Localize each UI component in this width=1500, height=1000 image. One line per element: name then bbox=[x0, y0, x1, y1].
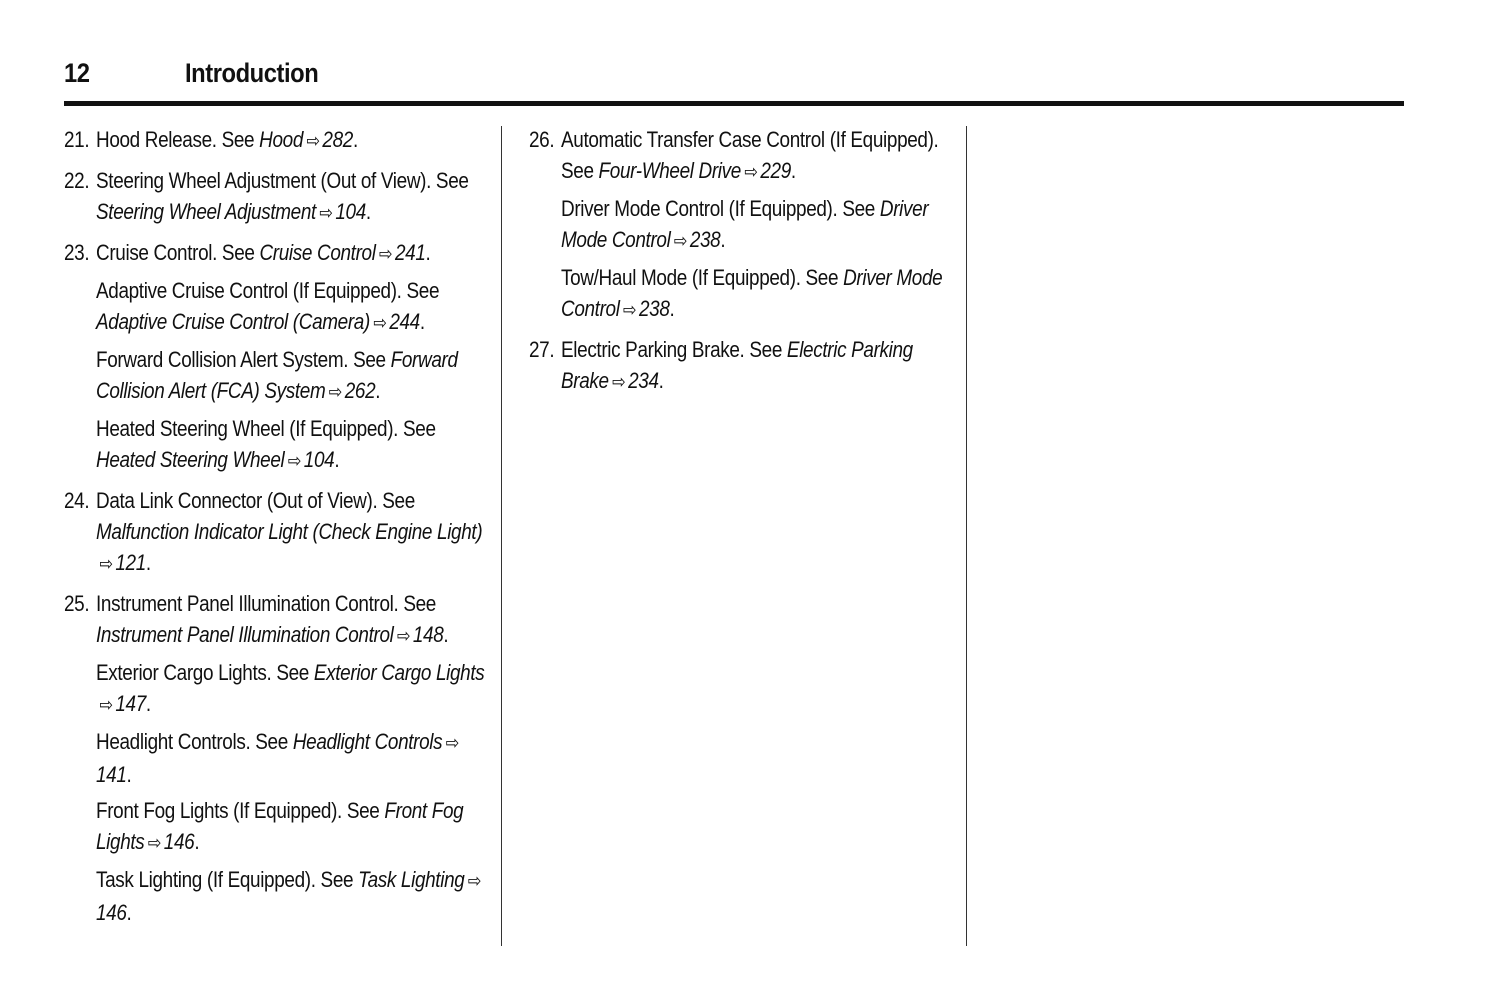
page-reference: 104 bbox=[335, 199, 366, 224]
page-arrow-icon: ⇨ bbox=[467, 871, 482, 892]
entry-text bbox=[96, 795, 488, 859]
list-item bbox=[64, 165, 489, 229]
punctuation: . bbox=[669, 296, 675, 321]
item-description: Adaptive Cruise Control (If Equipped). See bbox=[96, 278, 440, 303]
item-description: Task Lighting (If Equipped). See bbox=[96, 867, 359, 892]
page-reference: 141 bbox=[96, 762, 127, 787]
column-divider bbox=[966, 126, 967, 946]
page-reference: 244 bbox=[389, 309, 420, 334]
entry-text bbox=[561, 262, 953, 326]
page-arrow-icon: ⇨ bbox=[623, 300, 637, 321]
item-description: Cruise Control. See bbox=[96, 240, 260, 265]
punctuation: . bbox=[145, 550, 151, 575]
item-description: Exterior Cargo Lights. See bbox=[96, 660, 314, 685]
punctuation: . bbox=[720, 227, 726, 252]
item-number: 21. bbox=[64, 127, 90, 152]
page-arrow-icon: ⇨ bbox=[445, 733, 460, 754]
entry-text bbox=[96, 657, 488, 721]
page-reference: 229 bbox=[760, 158, 791, 183]
page-reference: 147 bbox=[115, 691, 146, 716]
page-arrow-icon: ⇨ bbox=[99, 695, 113, 716]
item-description: Driver Mode Control (If Equipped). See bbox=[561, 196, 880, 221]
page-arrow-icon: ⇨ bbox=[744, 162, 758, 183]
cross-reference: Instrument Panel Illumination Control bbox=[96, 622, 394, 647]
list-item bbox=[529, 334, 954, 398]
list-item bbox=[64, 124, 489, 157]
page-arrow-icon: ⇨ bbox=[612, 372, 626, 393]
cross-reference: Malfunction Indicator Light (Check Engine Light) bbox=[96, 519, 483, 544]
entry-text bbox=[96, 237, 488, 270]
item-description: Automatic Transfer Case Control (If Equipped). See bbox=[561, 127, 939, 183]
cross-reference: Exterior Cargo Lights bbox=[313, 660, 485, 685]
entry-text bbox=[96, 726, 488, 790]
entry-paragraph bbox=[64, 237, 489, 270]
item-description: Electric Parking Brake. See bbox=[561, 337, 787, 362]
page-reference: 104 bbox=[303, 447, 335, 472]
entry-paragraph bbox=[64, 485, 489, 580]
punctuation: . bbox=[194, 829, 200, 854]
item-description: Forward Collision Alert System. See bbox=[96, 347, 391, 372]
item-number: 24. bbox=[64, 488, 90, 513]
entry-text bbox=[96, 124, 488, 157]
item-description: Heated Steering Wheel (If Equipped). See bbox=[96, 416, 436, 441]
entry-paragraph bbox=[64, 124, 489, 157]
punctuation: . bbox=[352, 127, 358, 152]
entry-paragraph bbox=[64, 795, 489, 859]
punctuation: . bbox=[425, 240, 431, 265]
item-description: Hood Release. See bbox=[96, 127, 260, 152]
punctuation: . bbox=[419, 309, 425, 334]
header-rule bbox=[64, 101, 1404, 106]
entry-paragraph bbox=[64, 413, 489, 477]
page-arrow-icon: ⇨ bbox=[673, 231, 688, 252]
cross-reference: Front Fog Lights bbox=[96, 798, 464, 854]
page-reference: 241 bbox=[394, 240, 426, 265]
item-number: 22. bbox=[64, 168, 90, 193]
punctuation: . bbox=[126, 762, 132, 787]
punctuation: . bbox=[365, 199, 371, 224]
page-number: 12 bbox=[64, 58, 90, 88]
item-number: 23. bbox=[64, 240, 90, 265]
item-description: Tow/Haul Mode (If Equipped). See bbox=[561, 265, 844, 290]
list-item bbox=[529, 124, 954, 326]
entry-text bbox=[96, 864, 488, 928]
item-description: Front Fog Lights (If Equipped). See bbox=[96, 798, 385, 823]
entry-text bbox=[96, 485, 488, 580]
entry-text bbox=[96, 413, 488, 477]
section-title: Introduction bbox=[185, 58, 319, 88]
entry-paragraph bbox=[64, 864, 489, 928]
page-reference: 234 bbox=[628, 368, 659, 393]
entry-text bbox=[96, 275, 488, 339]
cross-reference: Adaptive Cruise Control (Camera) bbox=[96, 309, 370, 334]
page-reference: 238 bbox=[638, 296, 670, 321]
page-arrow-icon: ⇨ bbox=[99, 554, 113, 575]
cross-reference: Four-Wheel Drive bbox=[598, 158, 741, 183]
page-arrow-icon: ⇨ bbox=[147, 833, 162, 854]
list-item bbox=[64, 485, 489, 580]
entry-text bbox=[96, 165, 488, 229]
cross-reference: Heated Steering Wheel bbox=[96, 447, 285, 472]
page-arrow-icon: ⇨ bbox=[287, 451, 302, 472]
cross-reference: Driver Mode Control bbox=[561, 265, 943, 321]
punctuation: . bbox=[658, 368, 664, 393]
page-reference: 238 bbox=[689, 227, 721, 252]
middle-column bbox=[529, 124, 954, 406]
page-arrow-icon: ⇨ bbox=[306, 131, 320, 152]
entry-paragraph bbox=[529, 124, 954, 188]
page-reference: 262 bbox=[344, 378, 376, 403]
item-number: 27. bbox=[529, 337, 555, 362]
page-reference: 146 bbox=[163, 829, 195, 854]
entry-paragraph bbox=[529, 262, 954, 326]
cross-reference: Hood bbox=[259, 127, 304, 152]
page-arrow-icon: ⇨ bbox=[379, 244, 393, 265]
punctuation: . bbox=[790, 158, 796, 183]
page-reference: 121 bbox=[115, 550, 146, 575]
entry-paragraph bbox=[64, 588, 489, 652]
punctuation: . bbox=[443, 622, 449, 647]
entry-paragraph bbox=[529, 193, 954, 257]
column-divider bbox=[501, 126, 502, 946]
punctuation: . bbox=[126, 900, 132, 925]
item-description: Steering Wheel Adjustment (Out of View). See bbox=[96, 168, 469, 193]
page-reference: 282 bbox=[322, 127, 353, 152]
cross-reference: Task Lighting bbox=[358, 867, 465, 892]
entry-paragraph bbox=[64, 726, 489, 790]
entry-paragraph bbox=[64, 657, 489, 721]
cross-reference: Steering Wheel Adjustment bbox=[96, 199, 316, 224]
item-description: Instrument Panel Illumination Control. See bbox=[96, 591, 436, 616]
page-reference: 148 bbox=[412, 622, 444, 647]
entry-text bbox=[561, 334, 953, 398]
page-arrow-icon: ⇨ bbox=[319, 203, 333, 224]
cross-reference: Forward Collision Alert (FCA) System bbox=[96, 347, 458, 403]
left-column bbox=[64, 124, 489, 936]
item-description: Data Link Connector (Out of View). See bbox=[96, 488, 415, 513]
cross-reference: Driver Mode Control bbox=[561, 196, 929, 252]
cross-reference: Electric Parking Brake bbox=[561, 337, 913, 393]
page-header bbox=[64, 58, 1404, 98]
punctuation: . bbox=[145, 691, 151, 716]
page-arrow-icon: ⇨ bbox=[328, 382, 343, 403]
item-number: 25. bbox=[64, 591, 90, 616]
item-number: 26. bbox=[529, 127, 555, 152]
entry-paragraph bbox=[64, 344, 489, 408]
entry-text bbox=[561, 193, 953, 257]
page-arrow-icon: ⇨ bbox=[396, 626, 411, 647]
item-description: Headlight Controls. See bbox=[96, 729, 293, 754]
entry-text bbox=[96, 588, 488, 652]
entry-paragraph bbox=[64, 165, 489, 229]
entry-paragraph bbox=[64, 275, 489, 339]
entry-text bbox=[96, 344, 488, 408]
entry-paragraph bbox=[529, 334, 954, 398]
page-arrow-icon: ⇨ bbox=[373, 313, 387, 334]
list-item bbox=[64, 588, 489, 928]
punctuation: . bbox=[375, 378, 381, 403]
entry-text bbox=[561, 124, 953, 188]
punctuation: . bbox=[334, 447, 340, 472]
cross-reference: Headlight Controls bbox=[292, 729, 443, 754]
list-item bbox=[64, 237, 489, 477]
page-reference: 146 bbox=[96, 900, 127, 925]
cross-reference: Cruise Control bbox=[259, 240, 376, 265]
